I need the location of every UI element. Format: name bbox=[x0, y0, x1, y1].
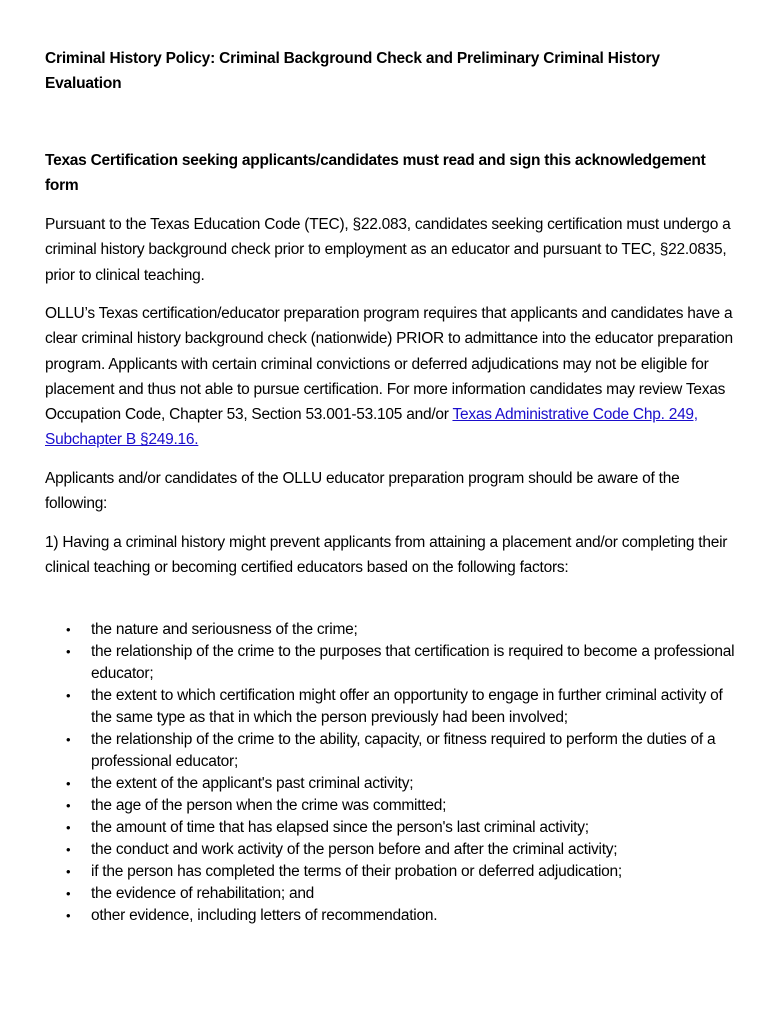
bullet-icon: • bbox=[66, 776, 71, 791]
bullet-icon: • bbox=[66, 644, 71, 659]
list-item-text: the extent to which certification might offer an opportunity to engage in further criminal activity of the same type as that in which the person previously had been involved; bbox=[91, 687, 723, 726]
list-item bbox=[45, 685, 735, 729]
bullet-icon: • bbox=[66, 732, 71, 747]
list-item bbox=[45, 619, 735, 641]
document-title: Criminal History Policy: Criminal Background Check and Preliminary Criminal History Evaluation bbox=[45, 50, 660, 92]
bullet-icon: • bbox=[66, 864, 71, 879]
list-item bbox=[45, 641, 735, 685]
list-item-text: the nature and seriousness of the crime; bbox=[91, 621, 358, 638]
list-item bbox=[45, 883, 735, 905]
list-item bbox=[45, 795, 735, 817]
list-item bbox=[45, 861, 735, 883]
bullet-icon: • bbox=[66, 820, 71, 835]
list-item-text: the relationship of the crime to the ability, capacity, or fitness required to perform the duties of a professional educator; bbox=[91, 731, 716, 770]
list-item bbox=[45, 817, 735, 839]
document-subtitle: Texas Certification seeking applicants/candidates must read and sign this acknowledgement form bbox=[45, 152, 706, 194]
texas-admin-code-link[interactable]: Texas Administrative Code Chp. 249, Subchapter B §249.16. bbox=[45, 406, 698, 449]
list-item-text: the conduct and work activity of the person before and after the criminal activity; bbox=[91, 841, 618, 858]
list-item-text: the relationship of the crime to the purposes that certification is required to become a professional educator; bbox=[91, 643, 735, 682]
paragraph-ollu-text: OLLU’s Texas certification/educator preparation program requires that applicants and candidates have a clear criminal history background check (nationwide) PRIOR to admittance into the educator preparation program. Applicants with certain criminal convictions or deferred adjudications may not be eligible for placement and thus not able to pursue certification. For more information candidates may review Texas Occupation Code, Chapter 53, Section 53.001-53.105 and/or bbox=[45, 305, 733, 424]
paragraph-tec-requirement: Pursuant to the Texas Education Code (TEC), §22.083, candidates seeking certification must undergo a criminal history background check prior to employment as an educator and pursuant to TEC, §22.0835, prior to clinical teaching. bbox=[45, 216, 731, 284]
list-item-text: the extent of the applicant's past criminal activity; bbox=[91, 775, 414, 792]
bullet-icon: • bbox=[66, 798, 71, 813]
list-item bbox=[45, 905, 735, 927]
paragraph-awareness: Applicants and/or candidates of the OLLU educator preparation program should be aware of the following: bbox=[45, 470, 680, 513]
bullet-icon: • bbox=[66, 908, 71, 923]
paragraph-ollu-requirement bbox=[45, 301, 735, 453]
list-item-text: if the person has completed the terms of their probation or deferred adjudication; bbox=[91, 863, 622, 880]
factors-list bbox=[45, 619, 735, 927]
list-item bbox=[45, 773, 735, 795]
list-item-text: the amount of time that has elapsed since the person's last criminal activity; bbox=[91, 819, 589, 836]
bullet-icon: • bbox=[66, 622, 71, 637]
paragraph-point-1: 1) Having a criminal history might prevent applicants from attaining a placement and/or completing their clinical teaching or becoming certified educators based on the following factors: bbox=[45, 534, 728, 577]
list-item-text: other evidence, including letters of recommendation. bbox=[91, 907, 438, 924]
bullet-icon: • bbox=[66, 688, 71, 703]
bullet-icon: • bbox=[66, 886, 71, 901]
list-item-text: the evidence of rehabilitation; and bbox=[91, 885, 315, 902]
list-item bbox=[45, 839, 735, 861]
list-item bbox=[45, 729, 735, 773]
bullet-icon: • bbox=[66, 842, 71, 857]
list-item-text: the age of the person when the crime was committed; bbox=[91, 797, 447, 814]
